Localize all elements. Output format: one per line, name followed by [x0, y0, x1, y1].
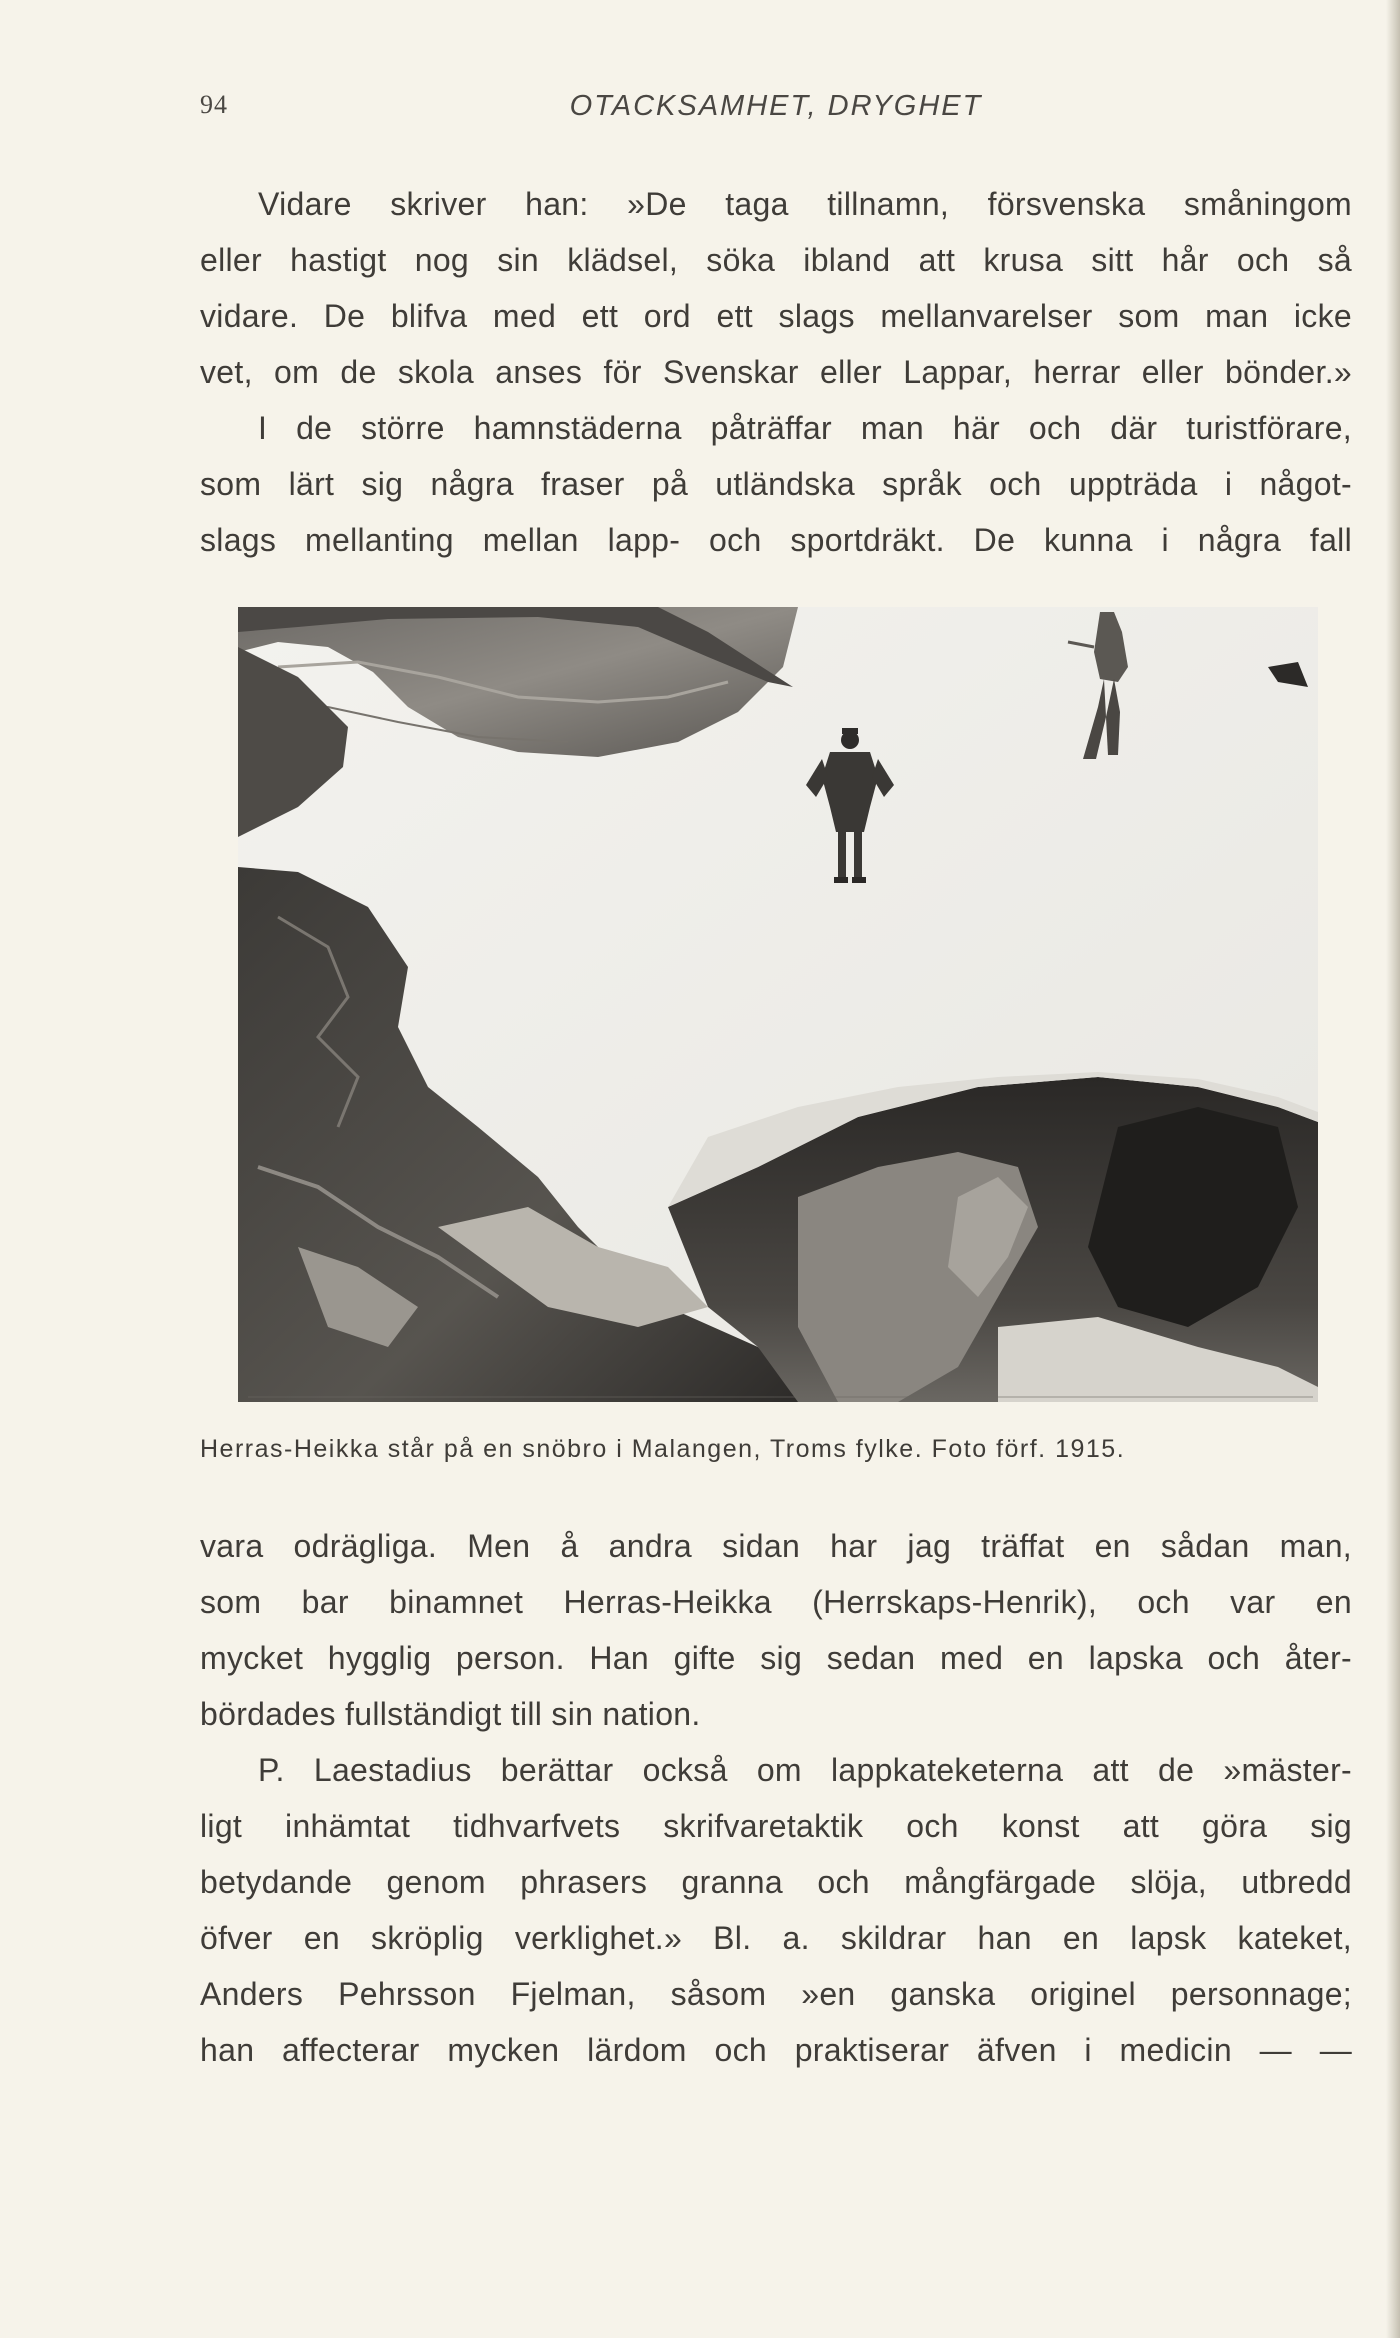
text-line: Vidare skriver han: »De taga tillnamn, försvenska småningom	[258, 186, 1352, 222]
text-line: vidare. De blifva med ett ord ett slags mellanvarelser som man icke	[200, 298, 1352, 334]
text-line: P. Laestadius berättar också om lappkateketerna att de »mäster-	[258, 1752, 1352, 1788]
text-line: eller hastigt nog sin klädsel, söka ibland att krusa sitt hår och så	[200, 242, 1352, 278]
page-edge-shadow	[1386, 0, 1400, 2338]
text-line: öfver en skröplig verklighet.» Bl. a. skildrar han en lapsk kateket,	[200, 1920, 1352, 1956]
body-text-top	[200, 176, 1352, 568]
text-line: som bar binamnet Herras-Heikka (Herrskaps-Henrik), och var en	[200, 1584, 1352, 1620]
text-line: betydande genom phrasers granna och mångfärgade slöja, utbredd	[200, 1864, 1352, 1900]
text-line: han affecterar mycken lärdom och praktiserar äfven i medicin — —	[200, 2032, 1352, 2068]
text-line: vet, om de skola anses för Svenskar eller Lappar, herrar eller bönder.»	[200, 354, 1352, 390]
figure-caption: Herras-Heikka står på en snöbro i Malangen, Troms fylke. Foto förf. 1915.	[200, 1435, 1126, 1463]
text-line: Anders Pehrsson Fjelman, såsom »en ganska originel personnage;	[200, 1976, 1352, 2012]
text-line: mycket hygglig person. Han gifte sig sedan med en lapska och åter-	[200, 1640, 1352, 1676]
running-head: OTACKSAMHET, DRYGHET	[569, 90, 983, 122]
body-text-bottom	[200, 1518, 1352, 2078]
photograph-snow-bridge	[238, 607, 1318, 1402]
text-line: bördades fullständigt till sin nation.	[200, 1696, 701, 1732]
page-number: 94	[200, 90, 228, 119]
text-line: vara odrägliga. Men å andra sidan har jag träffat en sådan man,	[200, 1528, 1352, 1564]
text-line: som lärt sig några fraser på utländska språk och uppträda i något-	[200, 466, 1352, 502]
page-header	[200, 90, 1352, 130]
text-line: I de större hamnstäderna påträffar man här och där turistförare,	[258, 410, 1352, 446]
text-line: ligt inhämtat tidhvarfvets skrifvaretaktik och konst att göra sig	[200, 1808, 1352, 1844]
photo-image	[238, 607, 1318, 1402]
text-line: slags mellanting mellan lapp- och sportdräkt. De kunna i några fall	[200, 522, 1352, 558]
